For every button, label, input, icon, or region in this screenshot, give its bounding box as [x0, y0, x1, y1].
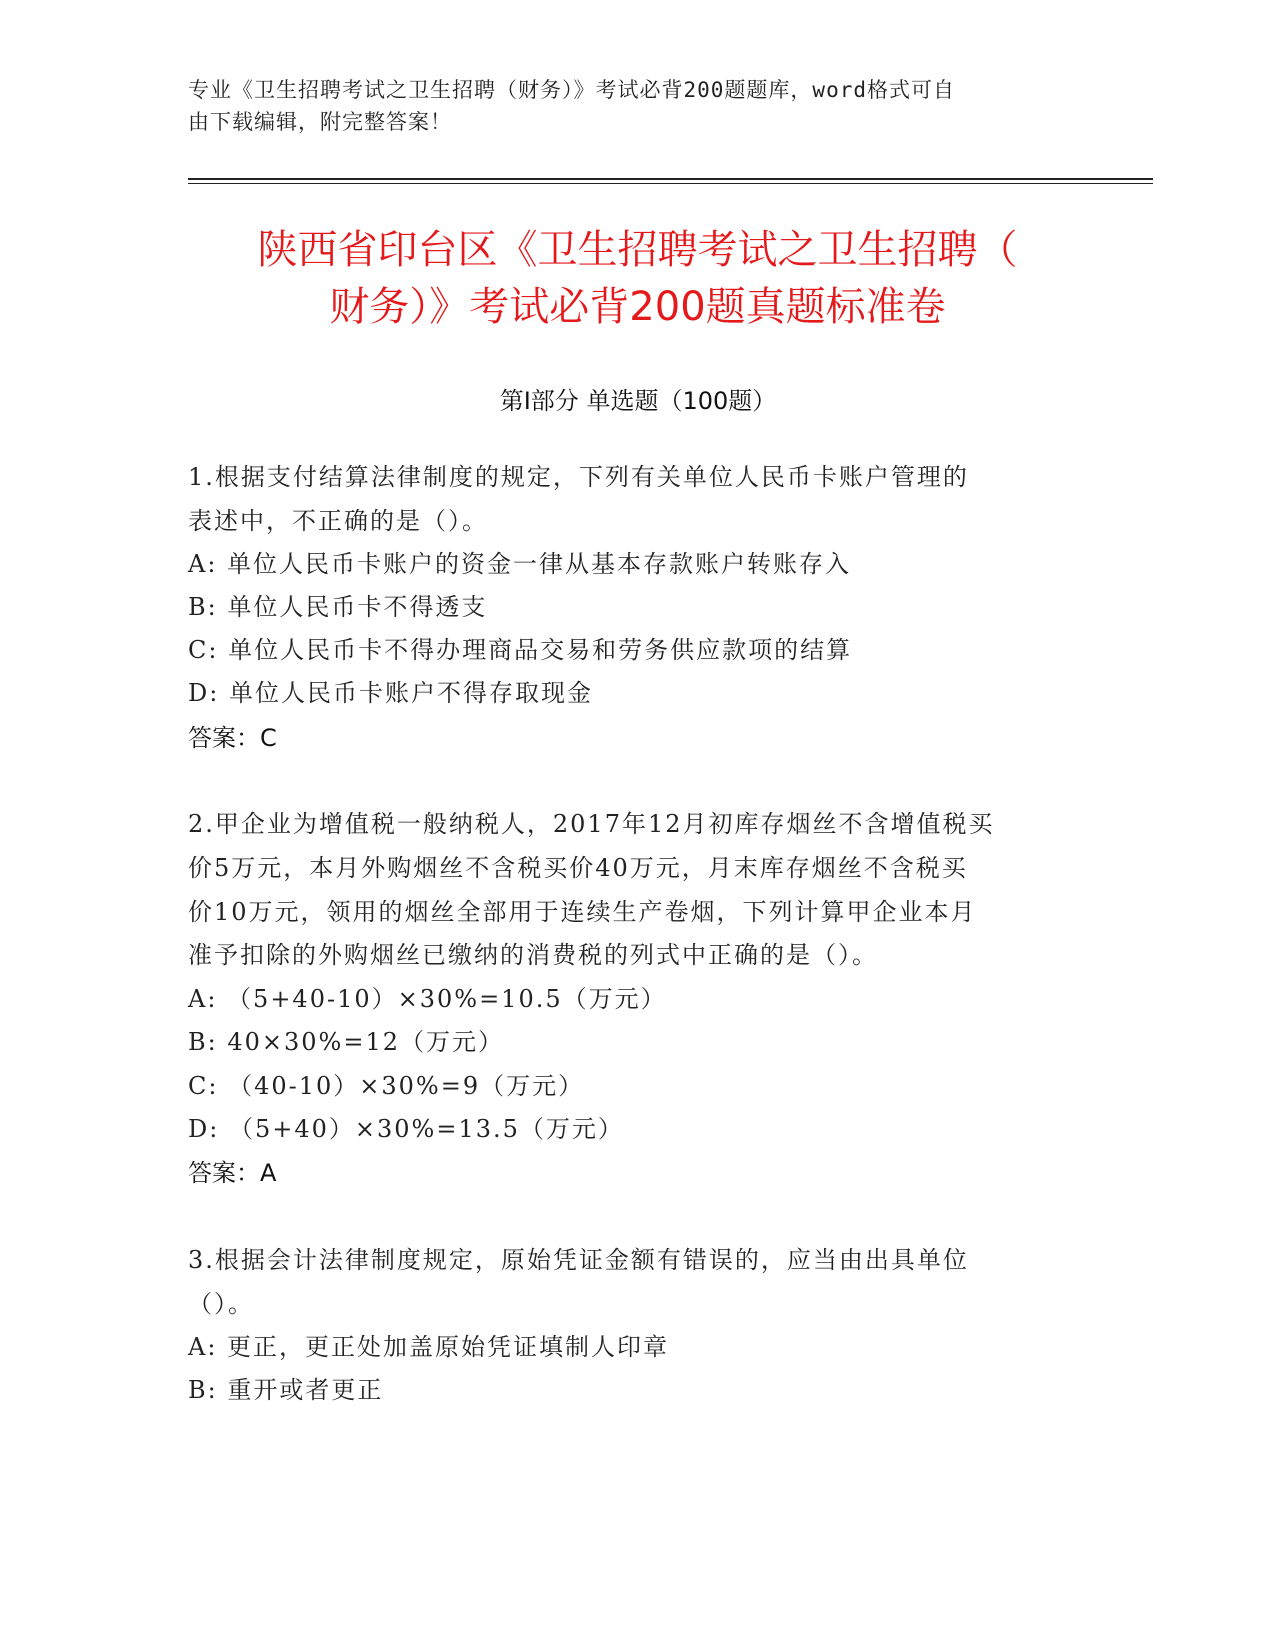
question-2-stem-line-2: 价5万元，本月外购烟丝不含税买价40万元，月末库存烟丝不含税买: [188, 854, 968, 882]
question-2-option-a: A: （5+40-10）×30%=10.5（万元）: [188, 985, 667, 1013]
question-2-option-c: C: （40-10）×30%=9（万元）: [188, 1072, 585, 1100]
header-divider-thick: [188, 178, 1153, 180]
question-2-stem-line-4: 准予扣除的外购烟丝已缴纳的消费税的列式中正确的是（）。: [188, 941, 878, 969]
header-note-line-1: 专业《卫生招聘考试之卫生招聘（财务）》考试必背200题题库，word格式可自: [188, 78, 955, 102]
question-3-option-a: A: 更正，更正处加盖原始凭证填制人印章: [188, 1333, 670, 1361]
question-3-option-b: B: 重开或者更正: [188, 1376, 384, 1404]
question-1-answer: 答案：C: [188, 724, 277, 752]
question-2-option-d: D: （5+40）×30%=13.5（万元）: [188, 1115, 624, 1143]
question-3-stem-line-2: （）。: [188, 1290, 254, 1318]
question-2-stem-line-1: 2.甲企业为增值税一般纳税人，2017年12月初库存烟丝不含增值税买: [188, 810, 995, 838]
question-1-stem-line-1: 1.根据支付结算法律制度的规定，下列有关单位人民币卡账户管理的: [188, 463, 969, 491]
header-note-line-2: 由下载编辑，附完整答案！: [188, 110, 452, 134]
header-note: [188, 74, 1088, 138]
question-1-stem-line-2: 表述中，不正确的是（）。: [188, 507, 488, 535]
question-2-option-b: B: 40×30%=12（万元）: [188, 1028, 504, 1056]
question-1-option-a: A: 单位人民币卡账户的资金一律从基本存款账户转账存入: [188, 550, 852, 578]
question-1-option-d: D: 单位人民币卡账户不得存取现金: [188, 679, 593, 707]
header-divider-thin: [188, 183, 1153, 184]
question-2-stem-line-3: 价10万元，领用的烟丝全部用于连续生产卷烟，下列计算甲企业本月: [188, 898, 977, 926]
question-2-answer: 答案：A: [188, 1159, 277, 1187]
document-title-line-1: 陕西省印台区《卫生招聘考试之卫生招聘（: [257, 227, 1018, 273]
question-1-option-c: C: 单位人民币卡不得办理商品交易和劳务供应款项的结算: [188, 636, 853, 664]
section-heading: 第I部分 单选题（100题）: [499, 387, 777, 415]
document-title: [150, 222, 1125, 336]
question-1-option-b: B: 单位人民币卡不得透支: [188, 593, 488, 621]
document-title-line-2: 财务）》考试必背200题真题标准卷: [329, 284, 946, 330]
question-3-stem-line-1: 3.根据会计法律制度规定，原始凭证金额有错误的，应当由出具单位: [188, 1246, 969, 1274]
